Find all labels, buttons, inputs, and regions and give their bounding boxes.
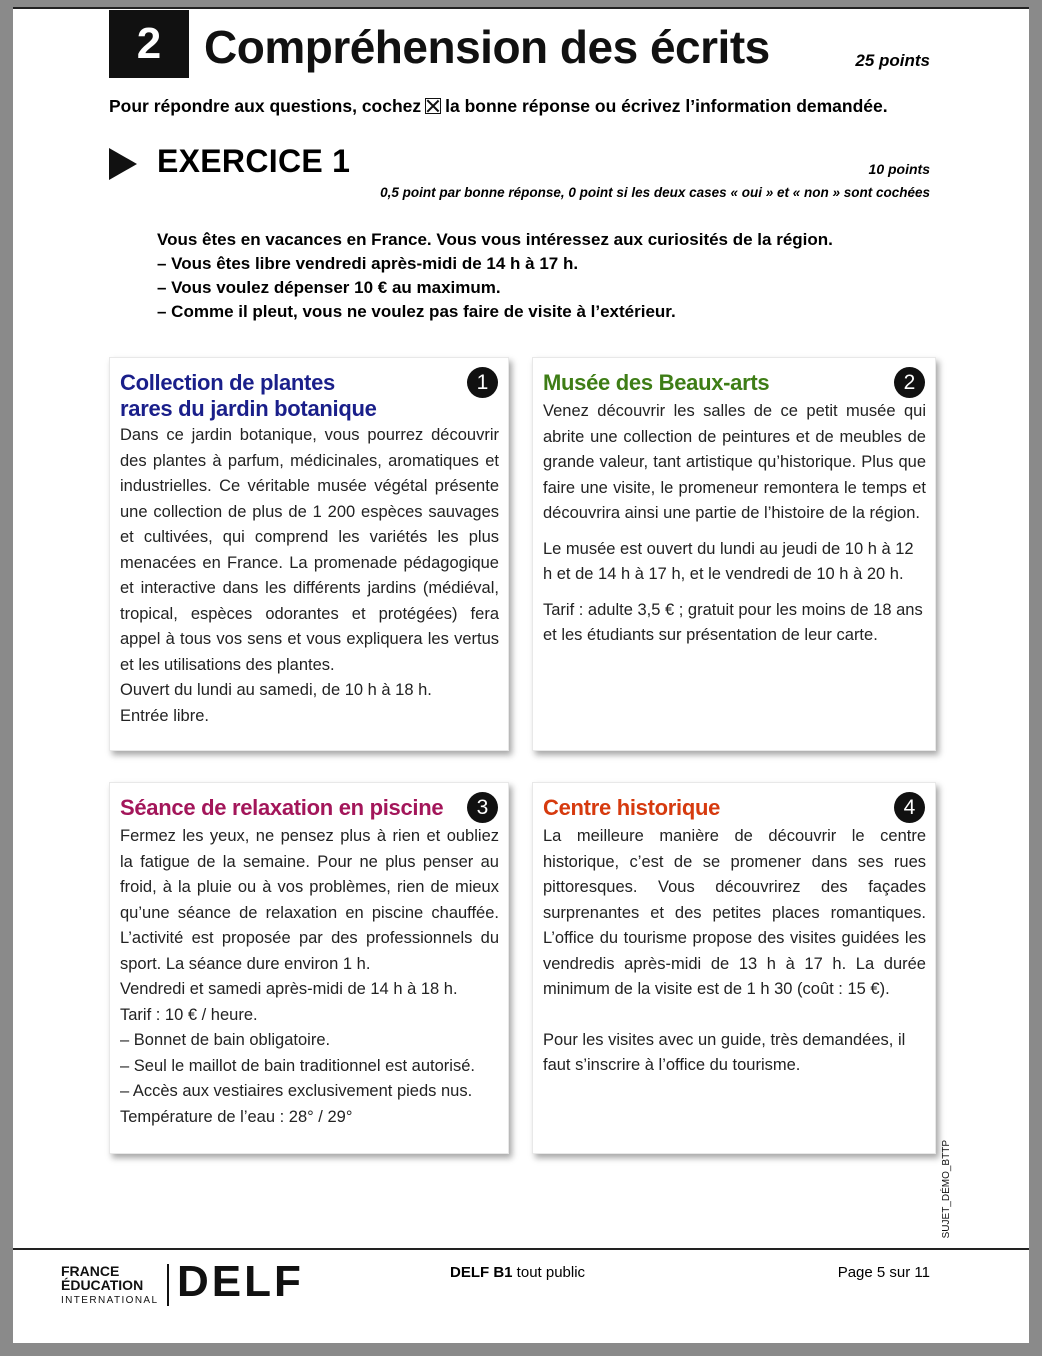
section-title: Compréhension des écrits: [204, 21, 770, 73]
card-line: – Seul le maillot de bain traditionnel est autorisé.: [120, 1056, 475, 1075]
card-body: [120, 824, 499, 1130]
page-number: Page 5 sur 11: [837, 1264, 930, 1281]
card-paragraph: Pour les visites avec un guide, très demandées, il faut s’inscrire à l’office du tourisme.: [543, 1030, 906, 1074]
card-paragraph: Fermez les yeux, ne pensez plus à rien et oubliez la fatigue de la semaine. Pour ne plus penser au froid, à la pluie ou à vos problèmes, rien de mieux qu’une séance de relaxation en piscine chauffée. L’activité est proposée par des professionnels du sport. La séance dure environ 1 h.: [120, 827, 499, 973]
card-number-badge: 2: [894, 367, 925, 398]
section-points: 25 points: [855, 51, 930, 70]
card-title: Séance de relaxation en piscine: [120, 795, 444, 820]
exercise-points: 10 points: [868, 161, 930, 177]
context-line: Vous êtes en vacances en France. Vous vous intéressez aux curiosités de la région.: [157, 230, 833, 249]
card-musee-beaux-arts: [532, 357, 936, 751]
top-rule: [13, 7, 1029, 9]
card-paragraph: Le musée est ouvert du lundi au jeudi de 10 h à 12 h et de 14 h à 17 h, et le vendredi de 10 h à 20 h.: [543, 539, 914, 583]
checked-box-icon: [425, 98, 441, 114]
card-relaxation-piscine: [109, 782, 509, 1154]
instructions-after: la bonne réponse ou écrivez l’information demandée.: [445, 96, 888, 116]
card-body: [543, 824, 926, 1079]
context-line: – Vous voulez dépenser 10 € au maximum.: [157, 278, 501, 297]
instructions: [109, 96, 888, 117]
logo-divider: [167, 1264, 169, 1306]
card-body: [120, 423, 499, 729]
card-paragraph: Ouvert du lundi au samedi, de 10 h à 18 h.: [120, 681, 432, 699]
france-education-logo: [61, 1264, 158, 1308]
card-line: – Accès aux vestiaires exclusivement pieds nus.: [120, 1082, 473, 1100]
exercise-title: EXERCICE 1: [157, 143, 351, 179]
card-centre-historique: [532, 782, 936, 1154]
context-line: – Comme il pleut, vous ne voulez pas faire de visite à l’extérieur.: [157, 302, 676, 321]
instructions-before: Pour répondre aux questions, cochez: [109, 96, 422, 116]
exam-page: [13, 7, 1029, 1343]
play-arrow-icon: [109, 148, 137, 180]
card-line: Vendredi et samedi après-midi de 14 h à 18 h.: [120, 980, 458, 998]
logo-text: INTERNATIONAL: [61, 1295, 159, 1306]
card-title-line: Collection de plantes: [120, 370, 335, 395]
card-paragraph: Venez découvrir les salles de ce petit musée qui abrite une collection de peintures et de meubles de grande valeur, tant artistique qu’historique. Plus que faire une visite, le promeneur remontera le temps et découvrira ainsi une partie de l’histoire de la région.: [543, 402, 926, 522]
card-paragraph: La meilleure manière de découvrir le centre historique, c’est de se promener dans ses rues pittoresques. Vous découvrirez des façades surprenantes et des petites places romantiques. L’office du tourisme propose des visites guidées les vendredis après-midi de 13 h à 17 h. La durée minimum de la visite est de 1 h 30 (coût : 15 €).: [543, 827, 926, 998]
card-paragraph: Entrée libre.: [120, 706, 209, 725]
card-paragraph: Dans ce jardin botanique, vous pourrez découvrir des plantes à parfum, médicinales, aromatiques et industrielles. Ce véritable musée végétal présente une collection de plus de 1 200 espèces sauvages et cultivées, qui comprend les variétés les plus menacées en France. La promenade pédagogique et interactive dans les différents jardins (médiéval, tropical, espèces odorantes et protégées) fera appel à tous vos sens et vous expliquera les vertus et les utilisations des plantes.: [120, 426, 499, 674]
logo-text: ÉDUCATION: [61, 1277, 144, 1293]
footer-exam-level: DELF B1: [450, 1264, 513, 1281]
exercise-scoring-note: 0,5 point par bonne réponse, 0 point si les deux cases « oui » et « non » sont cochées: [380, 185, 930, 200]
card-number-badge: 3: [467, 792, 498, 823]
card-jardin-botanique: [109, 357, 509, 751]
side-code: SUJET_DÉMO_BTTP: [941, 1140, 952, 1239]
card-number-badge: 1: [467, 367, 498, 398]
card-title: Centre historique: [543, 795, 721, 820]
context-line: – Vous êtes libre vendredi après-midi de 14 h à 17 h.: [157, 254, 579, 273]
card-title-line: rares du jardin botanique: [120, 396, 377, 421]
bottom-rule: [13, 1248, 1029, 1250]
card-title: Musée des Beaux-arts: [543, 370, 770, 395]
card-paragraph: Tarif : adulte 3,5 € ; gratuit pour les moins de 18 ans et les étudiants sur présentation de leur carte.: [543, 600, 923, 644]
section-number: 2: [109, 10, 189, 78]
card-title: [120, 370, 377, 422]
card-line: – Bonnet de bain obligatoire.: [120, 1031, 331, 1049]
context-block: [157, 228, 833, 324]
card-line: Tarif : 10 € / heure.: [120, 1005, 258, 1024]
footer-exam-name: [450, 1264, 585, 1281]
card-line: Température de l’eau : 28° / 29°: [120, 1107, 353, 1126]
card-number-badge: 4: [894, 792, 925, 823]
delf-logo: DELF: [177, 1257, 304, 1306]
logo-text: FRANCE: [61, 1263, 120, 1279]
card-body: [543, 399, 926, 649]
footer-exam-audience: tout public: [512, 1264, 586, 1281]
